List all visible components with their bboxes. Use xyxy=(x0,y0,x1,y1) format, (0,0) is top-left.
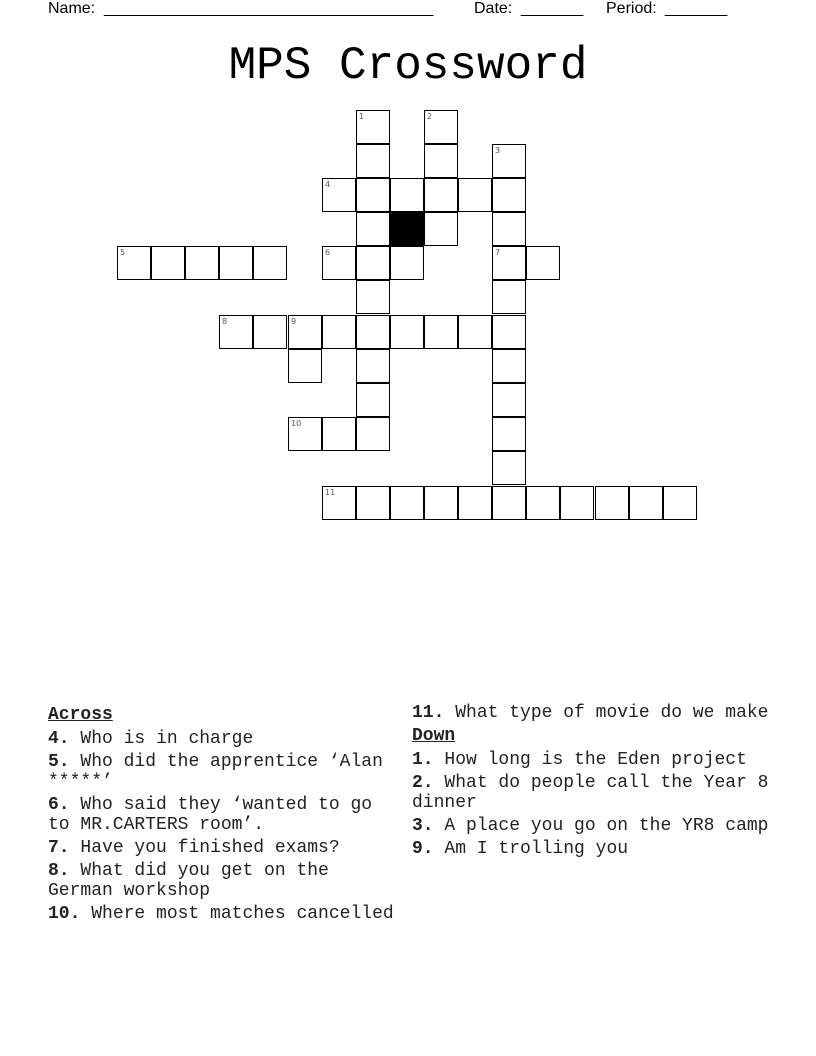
period-field-blank[interactable]: _______ xyxy=(665,0,728,17)
clue-item-number: 7. xyxy=(48,838,70,858)
crossword-cell[interactable] xyxy=(322,315,356,349)
crossword-cell[interactable] xyxy=(424,315,458,349)
crossword-cell[interactable] xyxy=(253,315,287,349)
crossword-cell[interactable] xyxy=(663,486,697,520)
crossword-cell[interactable] xyxy=(322,178,356,212)
crossword-cell[interactable] xyxy=(288,349,322,383)
crossword-cell[interactable] xyxy=(492,383,526,417)
crossword-cell[interactable] xyxy=(356,315,390,349)
clue-item xyxy=(412,839,782,859)
clue-item-text: Who is in charge xyxy=(80,729,254,749)
clue-item-text: A place you go on the YR8 camp xyxy=(444,816,769,836)
clue-item xyxy=(48,838,398,858)
clue-number: 9 xyxy=(291,317,297,326)
crossword-cell[interactable] xyxy=(356,144,390,178)
crossword-cell[interactable] xyxy=(356,486,390,520)
clue-item xyxy=(48,752,398,792)
name-field-blank[interactable]: _____________________________________ xyxy=(104,0,434,17)
clue-item-number: 6. xyxy=(48,795,70,815)
crossword-cell[interactable] xyxy=(219,246,253,280)
crossword-cell[interactable] xyxy=(526,486,560,520)
clue-item-number: 11. xyxy=(412,703,445,723)
clue-number: 3 xyxy=(495,146,501,155)
clue-item-number: 10. xyxy=(48,904,81,924)
clue-item-text: What type of movie do we make xyxy=(455,703,769,723)
crossword-cell[interactable] xyxy=(390,315,424,349)
crossword-cell[interactable] xyxy=(424,178,458,212)
clue-item-number: 9. xyxy=(412,839,434,859)
clue-item-number: 8. xyxy=(48,861,70,881)
crossword-cell[interactable] xyxy=(492,417,526,451)
crossword-cell[interactable] xyxy=(458,486,492,520)
crossword-cell[interactable] xyxy=(458,178,492,212)
clue-item-text: How long is the Eden project xyxy=(444,750,747,770)
crossword-cell[interactable] xyxy=(356,246,390,280)
crossword-cell[interactable] xyxy=(492,451,526,485)
clue-item-text: Have you finished exams? xyxy=(80,838,340,858)
crossword-cell[interactable] xyxy=(356,280,390,314)
crossword-cell[interactable] xyxy=(322,246,356,280)
crossword-cell[interactable] xyxy=(253,246,287,280)
across-clues-column xyxy=(48,703,398,927)
clue-item xyxy=(412,703,782,723)
crossword-cell[interactable] xyxy=(390,178,424,212)
crossword-cell[interactable] xyxy=(424,144,458,178)
clue-item-text: Who said they ‘wanted to go to MR.CARTERS room’. xyxy=(48,795,373,835)
crossword-cell[interactable] xyxy=(356,212,390,246)
crossword-cell[interactable] xyxy=(492,280,526,314)
date-label: Date: xyxy=(474,0,513,17)
crossword-cell[interactable] xyxy=(390,246,424,280)
blocked-cell xyxy=(390,212,424,246)
period-label: Period: xyxy=(606,0,657,17)
clue-item xyxy=(412,816,782,836)
crossword-cell[interactable] xyxy=(629,486,663,520)
clue-item-number: 4. xyxy=(48,729,70,749)
crossword-cell[interactable] xyxy=(492,486,526,520)
crossword-cell[interactable] xyxy=(356,110,390,144)
crossword-cell[interactable] xyxy=(288,315,322,349)
clue-item xyxy=(48,904,398,924)
clue-item xyxy=(48,861,398,901)
clue-number: 5 xyxy=(120,248,126,257)
crossword-cell[interactable] xyxy=(219,315,253,349)
crossword-cell[interactable] xyxy=(560,486,594,520)
crossword-cell[interactable] xyxy=(526,246,560,280)
date-field-blank[interactable]: _______ xyxy=(521,0,584,17)
crossword-cell[interactable] xyxy=(390,486,424,520)
clue-item-number: 3. xyxy=(412,816,434,836)
clue-item-text: What did you get on the German workshop xyxy=(48,861,329,901)
page-title: MPS Crossword xyxy=(228,40,588,92)
crossword-cell[interactable] xyxy=(288,417,322,451)
crossword-cell[interactable] xyxy=(492,144,526,178)
clue-number: 4 xyxy=(325,180,331,189)
crossword-cell[interactable] xyxy=(356,349,390,383)
crossword-cell[interactable] xyxy=(424,212,458,246)
clue-number: 7 xyxy=(495,248,501,257)
clue-item xyxy=(412,773,782,813)
across-heading: Across xyxy=(48,705,113,725)
clue-number: 6 xyxy=(325,248,331,257)
crossword-cell[interactable] xyxy=(185,246,219,280)
crossword-cell[interactable] xyxy=(356,383,390,417)
crossword-cell[interactable] xyxy=(492,178,526,212)
down-clues-column xyxy=(412,703,782,862)
crossword-cell[interactable] xyxy=(492,246,526,280)
crossword-cell[interactable] xyxy=(322,486,356,520)
clue-number: 8 xyxy=(222,317,228,326)
crossword-cell[interactable] xyxy=(356,178,390,212)
crossword-cell[interactable] xyxy=(595,486,629,520)
clue-number: 1 xyxy=(359,112,365,121)
crossword-cell[interactable] xyxy=(356,417,390,451)
crossword-cell[interactable] xyxy=(322,417,356,451)
crossword-cell[interactable] xyxy=(492,315,526,349)
clue-item xyxy=(48,729,398,749)
crossword-cell[interactable] xyxy=(151,246,185,280)
clue-item-text: Where most matches cancelled xyxy=(91,904,394,924)
crossword-cell[interactable] xyxy=(492,349,526,383)
clue-number: 11 xyxy=(325,488,336,497)
clue-item xyxy=(48,795,398,835)
clue-item-number: 5. xyxy=(48,752,70,772)
clue-item-number: 2. xyxy=(412,773,434,793)
clue-number: 2 xyxy=(427,112,433,121)
clue-item-text: Am I trolling you xyxy=(444,839,629,859)
name-label: Name: xyxy=(48,0,96,17)
clue-item xyxy=(412,750,782,770)
crossword-cell[interactable] xyxy=(117,246,151,280)
down-heading: Down xyxy=(412,726,456,746)
crossword-cell[interactable] xyxy=(424,486,458,520)
clue-item-text: Who did the apprentice ‘Alan *****’ xyxy=(48,752,383,792)
crossword-cell[interactable] xyxy=(492,212,526,246)
clue-number: 10 xyxy=(291,419,302,428)
crossword-cell[interactable] xyxy=(458,315,492,349)
clue-item-text: What do people call the Year 8 dinner xyxy=(412,773,769,813)
clue-item-number: 1. xyxy=(412,750,434,770)
crossword-cell[interactable] xyxy=(424,110,458,144)
